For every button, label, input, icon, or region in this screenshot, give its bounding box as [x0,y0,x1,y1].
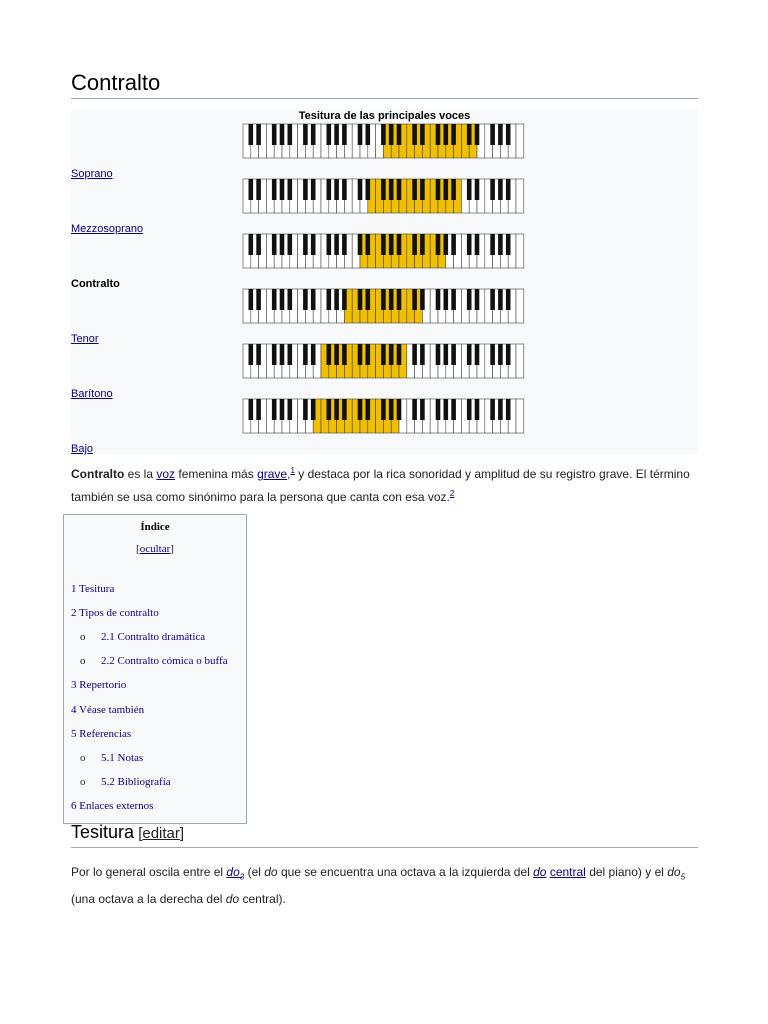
black-key [288,124,293,145]
black-key [272,399,277,420]
black-key [249,234,254,255]
black-key [280,399,285,420]
black-key [327,179,332,200]
edit-bracket: ] [179,825,185,842]
table-of-contents [63,514,247,824]
do5-octave: 5 [680,872,686,882]
black-key [311,179,316,200]
black-key [506,124,511,145]
toc-bullet: o [80,655,86,668]
black-key [475,344,480,365]
black-key [256,399,261,420]
black-key [311,344,316,365]
section-title: Tesitura [71,822,135,842]
black-key [467,399,472,420]
edit-section-link[interactable]: editar [142,825,180,842]
black-key [256,124,261,145]
para-text: central). [239,892,286,907]
black-key [327,289,332,310]
black-key [334,344,339,365]
white-key [516,124,524,158]
black-key [358,289,363,310]
white-key [516,289,524,323]
black-key [311,399,316,420]
black-key [280,289,285,310]
black-key [490,344,495,365]
black-key [327,399,332,420]
black-key [467,179,472,200]
title-divider [71,98,698,99]
black-key [366,124,371,145]
toc-item-2[interactable]: 2 Tipos de contralto [71,607,159,620]
black-key [397,179,402,200]
black-key [334,289,339,310]
black-key [280,124,285,145]
black-key [397,399,402,420]
black-key [412,399,417,420]
black-key [444,234,449,255]
black-key [467,234,472,255]
toc-item-7[interactable]: 5 Referencias [71,727,132,740]
black-key [451,344,456,365]
black-key [280,344,285,365]
voice-label-2[interactable]: Mezzosoprano [71,223,144,235]
black-key [475,234,480,255]
toc-bullet: o [80,751,86,764]
black-key [436,399,441,420]
black-key [506,344,511,365]
black-key [412,124,417,145]
black-key [490,179,495,200]
black-key [420,344,425,365]
black-key [451,234,456,255]
do5-note [667,865,686,882]
intro-text: femenina más [175,467,258,481]
black-key [420,179,425,200]
black-key [389,234,394,255]
black-key [342,399,347,420]
black-key [397,124,402,145]
link-do[interactable]: do [533,865,547,879]
black-key [389,344,394,365]
black-key [327,124,332,145]
white-key [516,399,524,433]
black-key [342,289,347,310]
black-key [381,234,386,255]
link-grave[interactable]: grave [257,467,288,481]
black-key [444,344,449,365]
black-key [412,344,417,365]
black-key [288,289,293,310]
black-key [467,124,472,145]
white-key [516,344,524,378]
black-key [506,289,511,310]
black-key [366,289,371,310]
intro-text: es la [124,467,157,481]
piano-keyboard [242,343,525,379]
intro-text: , [287,467,291,481]
para-text: (el [244,865,265,879]
black-key [467,289,472,310]
black-key [303,234,308,255]
black-key [256,234,261,255]
black-key [451,124,456,145]
black-key [311,234,316,255]
table-caption: Tesitura de las principales voces [298,110,471,122]
toc-item-1[interactable]: 1 Tesitura [71,583,115,595]
black-key [475,289,480,310]
black-key [381,344,386,365]
black-key [506,179,511,200]
black-key [303,344,308,365]
black-key [358,124,363,145]
do-note: do [264,865,278,879]
black-key [490,124,495,145]
black-key [358,179,363,200]
black-key [288,399,293,420]
black-key [498,344,503,365]
black-key [436,234,441,255]
black-key [358,344,363,365]
black-key [303,179,308,200]
para-text: que se encuentra una octava a la izquierda del [277,865,534,879]
black-key [451,179,456,200]
black-key [303,289,308,310]
black-key [249,344,254,365]
black-key [327,234,332,255]
voice-label-4[interactable]: Tenor [71,333,99,345]
black-key [358,234,363,255]
black-key [366,234,371,255]
black-key [311,124,316,145]
toc-toggle [64,543,246,555]
toc-hide-link[interactable]: ocultar [139,543,171,555]
black-key [280,179,285,200]
black-key [412,289,417,310]
black-key [412,234,417,255]
black-key [381,289,386,310]
black-key [498,399,503,420]
black-key [334,234,339,255]
black-key [444,289,449,310]
toc-item-3[interactable]: 2.1 Contralto dramática [101,631,206,644]
toc-item-10[interactable]: 6 Enlaces externos [71,799,154,812]
black-key [366,399,371,420]
black-key [249,124,254,145]
toc-item-4[interactable]: 2.2 Contralto cómica o buffa [101,655,228,668]
black-key [420,234,425,255]
black-key [467,344,472,365]
black-key [288,344,293,365]
toc-bracket: [ [136,543,140,555]
black-key [444,399,449,420]
black-key [475,399,480,420]
black-key [436,344,441,365]
black-key [444,179,449,200]
link-do3[interactable] [226,865,245,882]
black-key [342,179,347,200]
black-key [490,234,495,255]
black-key [280,234,285,255]
black-key [272,234,277,255]
piano-keyboard [242,123,525,159]
black-key [397,234,402,255]
black-key [397,289,402,310]
black-key [342,124,347,145]
black-key [381,399,386,420]
black-key [498,179,503,200]
piano-keyboard [242,178,525,214]
black-key [498,289,503,310]
black-key [272,344,277,365]
black-key [420,289,425,310]
black-key [490,289,495,310]
black-key [412,179,417,200]
reference-1[interactable]: 1 [290,466,295,475]
toc-item-6[interactable]: 4 Véase también [71,703,145,716]
black-key [249,289,254,310]
black-key [444,124,449,145]
intro-term: Contralto [71,467,125,481]
intro-paragraph [71,463,701,509]
black-key [334,124,339,145]
black-key [272,179,277,200]
black-key [366,179,371,200]
black-key [342,344,347,365]
black-key [327,344,332,365]
voice-label-5[interactable]: Barítono [71,388,113,400]
black-key [490,399,495,420]
black-key [256,289,261,310]
black-key [342,234,347,255]
black-key [249,399,254,420]
tesitura-paragraph [71,861,701,911]
black-key [303,399,308,420]
black-key [506,234,511,255]
black-key [389,289,394,310]
black-key [334,399,339,420]
toc-item-8[interactable]: 5.1 Notas [101,751,144,764]
black-key [249,179,254,200]
black-key [288,234,293,255]
black-key [358,399,363,420]
black-key [288,179,293,200]
black-key [272,124,277,145]
black-key [256,344,261,365]
white-key [516,234,524,268]
intro-text: y destaca por la rica sonoridad y amplitud de su registro grave. El término también se usa como sinónimo para la persona que canta con esa voz. [71,467,690,504]
black-key [381,179,386,200]
para-text: Por lo general oscila entre el [71,865,227,879]
voice-label-1[interactable]: Soprano [71,168,113,180]
section-heading [71,822,184,843]
black-key [334,179,339,200]
black-key [303,124,308,145]
para-text: (una octava a la derecha del [71,892,226,907]
link-central[interactable]: central [549,865,586,879]
piano-keyboard [242,398,525,434]
black-key [389,124,394,145]
toc-item-5[interactable]: 3 Repertorio [71,679,127,692]
toc-bracket: ] [170,543,174,555]
black-key [420,124,425,145]
reference-2[interactable]: 2 [449,489,455,498]
black-key [436,179,441,200]
do3-octave: 3 [239,872,245,882]
toc-bullet: o [80,775,86,788]
black-key [498,124,503,145]
white-key [516,179,524,213]
voice-label-3: Contralto [71,278,120,290]
black-key [451,289,456,310]
black-key [272,289,277,310]
black-key [366,344,371,365]
black-key [311,289,316,310]
black-key [389,179,394,200]
para-text: del piano) y el [585,865,668,879]
voice-range-table [71,110,698,454]
black-key [436,289,441,310]
page-title: Contralto [71,70,161,95]
black-key [420,399,425,420]
piano-keyboard [242,233,525,269]
black-key [475,124,480,145]
do5-base: do [667,865,681,879]
toc-item-9[interactable]: 5.2 Bibliografía [101,775,171,788]
toc-title: Índice [140,521,170,533]
do-note: do [225,892,240,907]
black-key [475,179,480,200]
toc-bullet: o [80,631,86,644]
black-key [256,179,261,200]
black-key [498,234,503,255]
black-key [381,124,386,145]
black-key [389,399,394,420]
do3-note: do [226,865,240,879]
black-key [436,124,441,145]
black-key [451,399,456,420]
black-key [506,399,511,420]
section-divider [71,847,698,848]
edit-bracket: [ [134,825,143,842]
piano-keyboard [242,288,525,324]
black-key [397,344,402,365]
voice-label-6[interactable]: Bajo [71,443,94,455]
link-voz[interactable]: voz [156,467,176,481]
